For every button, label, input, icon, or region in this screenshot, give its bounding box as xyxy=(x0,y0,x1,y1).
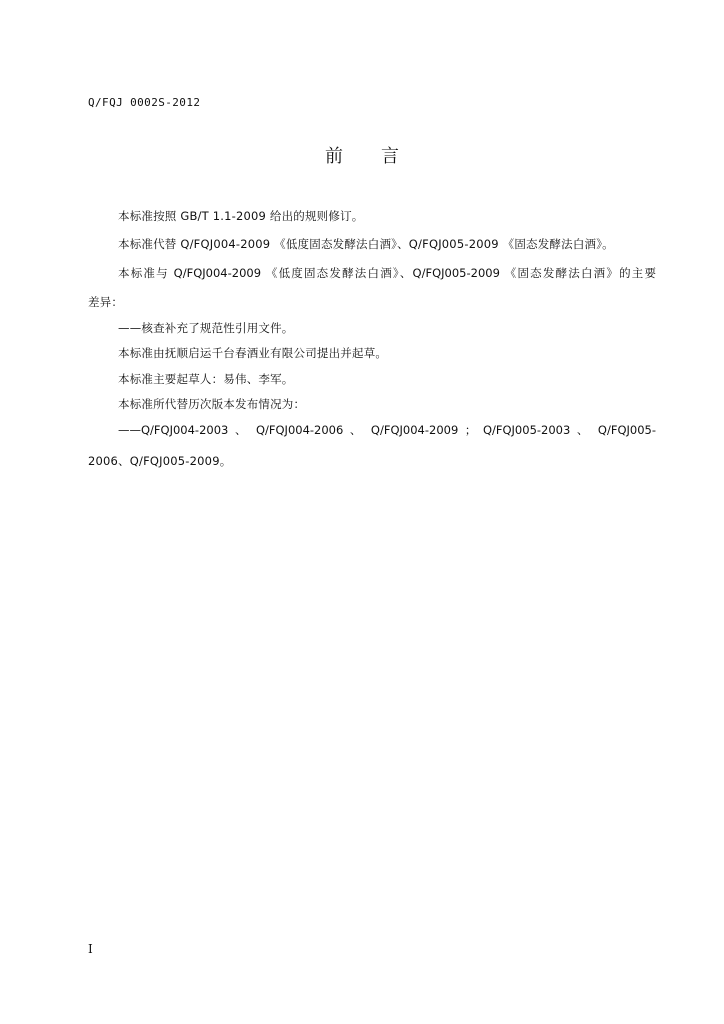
paragraph-1: 本标准按照 GB/T 1.1-2009 给出的规则修订。 xyxy=(118,209,364,223)
paragraph-8-line-1: ——Q/FQJ004-2003 、 Q/FQJ004-2006 、 Q/FQJ004-2009 ； Q/FQJ005-2003 、 Q/FQJ005- xyxy=(118,423,656,437)
paragraph-3-line-1: 本标准与 Q/FQJ004-2009 《低度固态发酵法白酒》、Q/FQJ005-2009 《固态发酵法白酒》的主要 xyxy=(118,266,656,280)
paragraph-4: ——核查补充了规范性引用文件。 xyxy=(118,321,294,335)
paragraph-6: 本标准主要起草人：易伟、李军。 xyxy=(118,372,294,386)
paragraph-2: 本标准代替 Q/FQJ004-2009 《低度固态发酵法白酒》、Q/FQJ005-2009 《固态发酵法白酒》。 xyxy=(118,237,614,251)
paragraph-3-line-2: 差异： xyxy=(88,295,124,309)
paragraph-7: 本标准所代替历次版本发布情况为： xyxy=(118,397,306,411)
paragraph-8-line-2: 2006、Q/FQJ005-2009。 xyxy=(88,454,232,468)
title-char-2: 言 xyxy=(381,146,399,167)
page-title xyxy=(0,142,724,168)
page-number: I xyxy=(88,942,93,956)
paragraph-5: 本标准由抚顺启运千台春酒业有限公司提出并起草。 xyxy=(118,346,388,360)
title-char-1: 前 xyxy=(325,146,343,167)
document-code: Q/FQJ 0002S-2012 xyxy=(88,96,201,109)
